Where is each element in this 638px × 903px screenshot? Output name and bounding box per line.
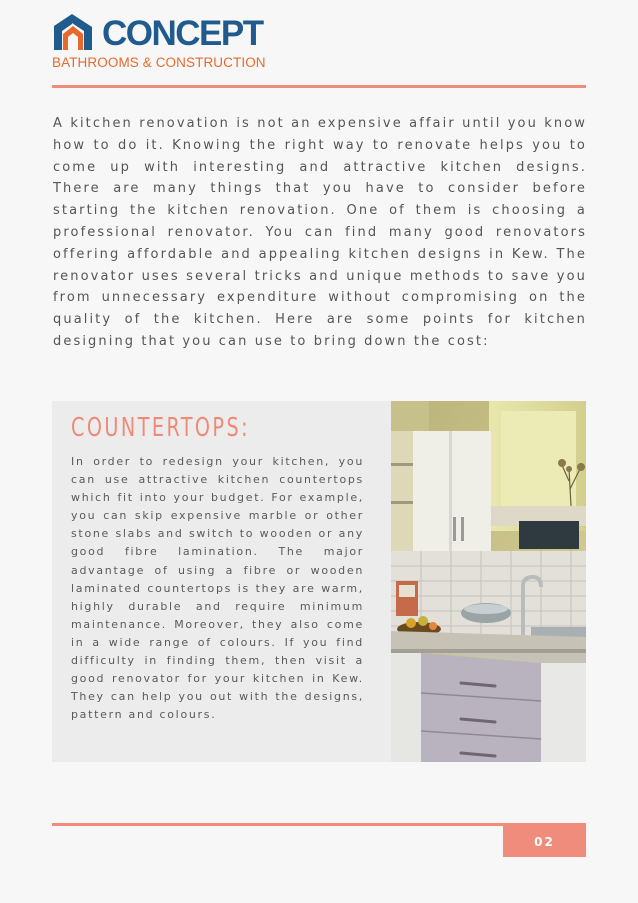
section-heading: COUNTERTOPS: (71, 413, 251, 443)
brand-name: CONCEPT (102, 14, 263, 53)
brand-tagline: BATHROOMS & CONSTRUCTION (52, 55, 266, 70)
section-body: In order to redesign your kitchen, you can use attractive kitchen countertops which fit into your budget. For example, you can skip expensive marble or other stone slabs and switch to wooden or any good fibre lamination. The major advantage of using a fibre or wooden laminated countertops is they are warm, highly durable and require minimum maintenance. Moreover, they also come in a wide range of colours. If you find difficulty in finding them, then visit a good renovator for your kitchen in Kew. They can help you out with the designs, pattern and colours. (71, 455, 364, 722)
countertops-section (52, 401, 586, 762)
intro-paragraph: A kitchen renovation is not an expensive affair until you know how to do it. Knowing the right way to renovate helps you to come up with interesting and attractive kitchen designs. There are many things that you have to consider before starting the kitchen renovation. One of them is choosing a professional renovator. You can find many good renovators offering affordable and appealing kitchen designs in Kew. The renovator uses several tricks and unique methods to save you from unnecessary expenditure without compromising on the quality of the kitchen. Here are some points for kitchen designing that you can use to bring down the cost: (53, 116, 587, 349)
kitchen-photo (391, 401, 586, 762)
page-number: 02 (503, 826, 586, 857)
header-divider (52, 85, 586, 88)
house-logo-icon (52, 12, 98, 52)
brand-logo (52, 12, 292, 74)
